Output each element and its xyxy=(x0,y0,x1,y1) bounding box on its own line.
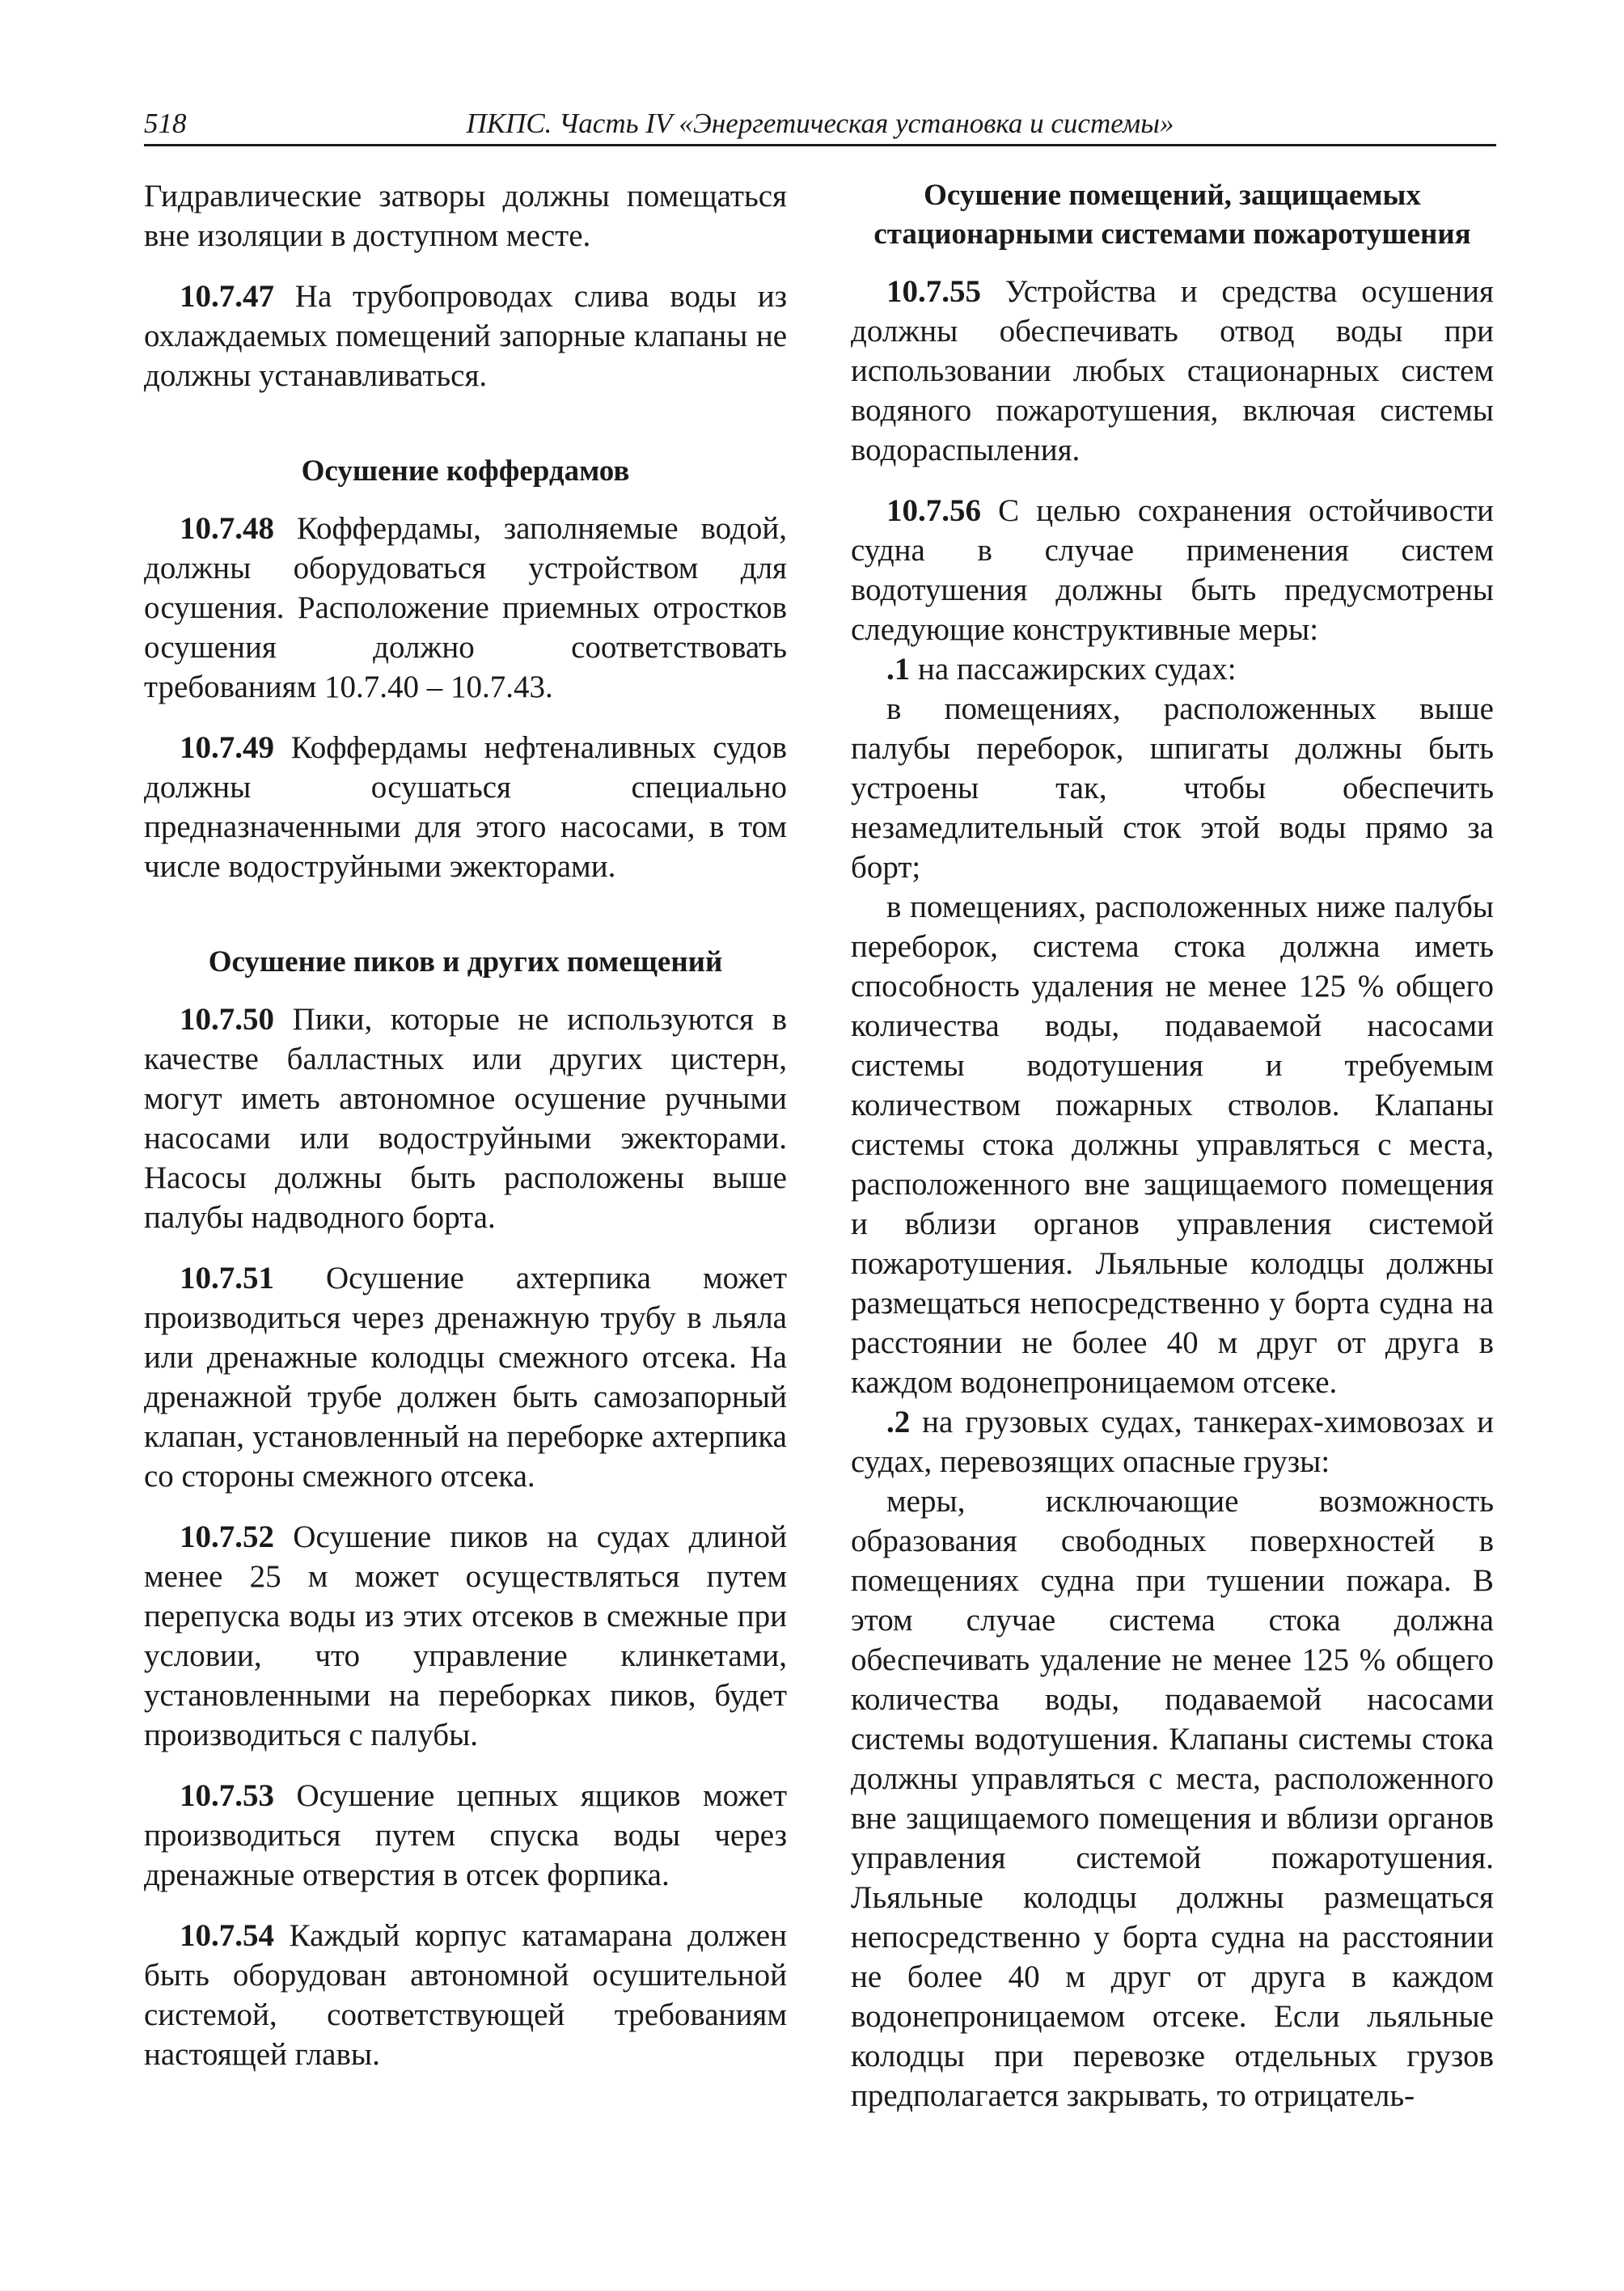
clause-text: Осушение пиков на судах длиной менее 25 м может осуществляться путем перепуска воды из этих отсеков в смежные при условии, что управление клинкетами, установленными на переборках пиков, будет производиться с палубы. xyxy=(144,1520,787,1752)
clause-number: 10.7.50 xyxy=(180,1002,274,1037)
clause-number: 10.7.56 xyxy=(886,493,981,528)
paragraph-10-7-50 xyxy=(144,1000,787,1237)
page-number: 518 xyxy=(144,108,187,139)
running-title: ПКПС. Часть IV «Энергетическая установка и системы» xyxy=(466,108,1174,139)
paragraph-10-7-47 xyxy=(144,277,787,395)
clause-text: На трубопроводах слива воды из охлаждаемых помещений запорные клапаны не должны устанавливаться. xyxy=(144,279,787,393)
page-header xyxy=(144,104,1496,146)
clause-number: 10.7.51 xyxy=(180,1261,274,1296)
item-number: .2 xyxy=(886,1405,911,1439)
paragraph-10-7-52 xyxy=(144,1517,787,1755)
clause-number: 10.7.55 xyxy=(886,274,981,309)
list-item-1 xyxy=(851,649,1494,689)
section-heading-fire-protected: Осушение помещений, защищаемых стационарными системами пожаротушения xyxy=(873,179,1471,251)
intro-paragraph: Гидравлические затворы должны помещаться вне изоляции в доступном месте. xyxy=(144,179,787,253)
left-column xyxy=(144,176,787,2074)
paragraph-10-7-53 xyxy=(144,1776,787,1895)
list-item-2 xyxy=(851,1402,1494,1482)
clause-text: Осушение цепных ящиков может производиться путем спуска воды через дренажные отверстия в отсек форпика. xyxy=(144,1778,787,1892)
paragraph-10-7-55 xyxy=(851,272,1494,470)
right-column xyxy=(851,176,1494,2116)
item-text: на грузовых судах, танкерах-химовозах и судах, перевозящих опасные грузы: xyxy=(851,1405,1494,1479)
clause-number: 10.7.53 xyxy=(180,1778,274,1813)
clause-number: 10.7.49 xyxy=(180,730,274,765)
clause-text: Осушение ахтерпика может производиться через дренажную трубу в льяла или дренажные колодцы смежного отсека. На дренажной трубе должен быть самозапорный клапан, установленный на переборке ахтерпика со стороны смежного отсека. xyxy=(144,1261,787,1494)
list-item-1-part-b: в помещениях, расположенных ниже палубы переборок, система стока должна иметь способность удаления не менее 125 % общего количества воды, подаваемой насосами системы водотушения и требуемым количеством пожарных стволов. Клапаны системы стока должны управляться с места, расположенного вне защищаемого помещения и вблизи органов управления системой пожаротушения. Льяльные колодцы должны размещаться непосредственно у борта судна на расстоянии не более 40 м друг от друга в каждом водонепроницаемом отсеке. xyxy=(851,890,1494,1400)
clause-number: 10.7.48 xyxy=(180,511,274,546)
clause-text: Пики, которые не используются в качестве балластных или других цистерн, могут иметь автономное осушение ручными насосами или водоструйными эжекторами. Насосы должны быть расположены выше палубы надводного борта. xyxy=(144,1002,787,1235)
paragraph-10-7-54 xyxy=(144,1916,787,2074)
clause-text: Коффердамы нефтеналивных судов должны осушаться специально предназначенными для этого насосами, в том числе водоструйными эжекторами. xyxy=(144,730,787,884)
clause-text: С целью сохранения остойчивости судна в случае применения систем водотушения должны быть предусмотрены следующие конструктивные меры: xyxy=(851,493,1494,647)
list-item-2-part-a: меры, исключающие возможность образования свободных поверхностей в помещениях судна при тушении пожара. В этом случае система стока должна обеспечивать удаление не менее 125 % общего количества воды, подаваемой насосами системы водотушения. Клапаны системы стока должны управляться с места, расположенного вне защищаемого помещения и вблизи органов управления системой пожаротушения. Льяльные колодцы должны размещаться непосредственно у борта судна на расстоянии не более 40 м друг от друга в каждом водонепроницаемом отсеке. Если льяльные колодцы при перевозке отдельных грузов предполагается закрывать, то отрицатель- xyxy=(851,1484,1494,2113)
clause-text: Каждый корпус катамарана должен быть оборудован автономной осушительной системой, соответствующей требованиям настоящей главы. xyxy=(144,1918,787,2072)
paragraph-10-7-51 xyxy=(144,1258,787,1496)
item-text: на пассажирских судах: xyxy=(910,652,1237,687)
paragraph-10-7-48 xyxy=(144,509,787,707)
list-item-1-part-a: в помещениях, расположенных выше палубы переборок, шпигаты должны быть устроены так, чтобы обеспечить незамедлительный сток этой воды прямо за борт; xyxy=(851,691,1494,885)
clause-number: 10.7.54 xyxy=(180,1918,274,1953)
paragraph-10-7-49 xyxy=(144,728,787,886)
clause-number: 10.7.47 xyxy=(180,279,274,314)
paragraph-10-7-56 xyxy=(851,491,1494,649)
clause-text: Устройства и средства осушения должны обеспечивать отвод воды при использовании любых стационарных систем водяного пожаротушения, включая системы водораспыления. xyxy=(851,274,1494,467)
item-number: .1 xyxy=(886,652,911,687)
clause-text: Коффердамы, заполняемые водой, должны оборудоваться устройством для осушения. Расположение приемных отростков осушения должно соответствовать требованиям 10.7.40 – 10.7.43. xyxy=(144,511,787,704)
section-heading-cofferdams: Осушение коффердамов xyxy=(301,454,630,488)
section-heading-peaks: Осушение пиков и других помещений xyxy=(208,945,723,979)
clause-number: 10.7.52 xyxy=(180,1520,274,1554)
